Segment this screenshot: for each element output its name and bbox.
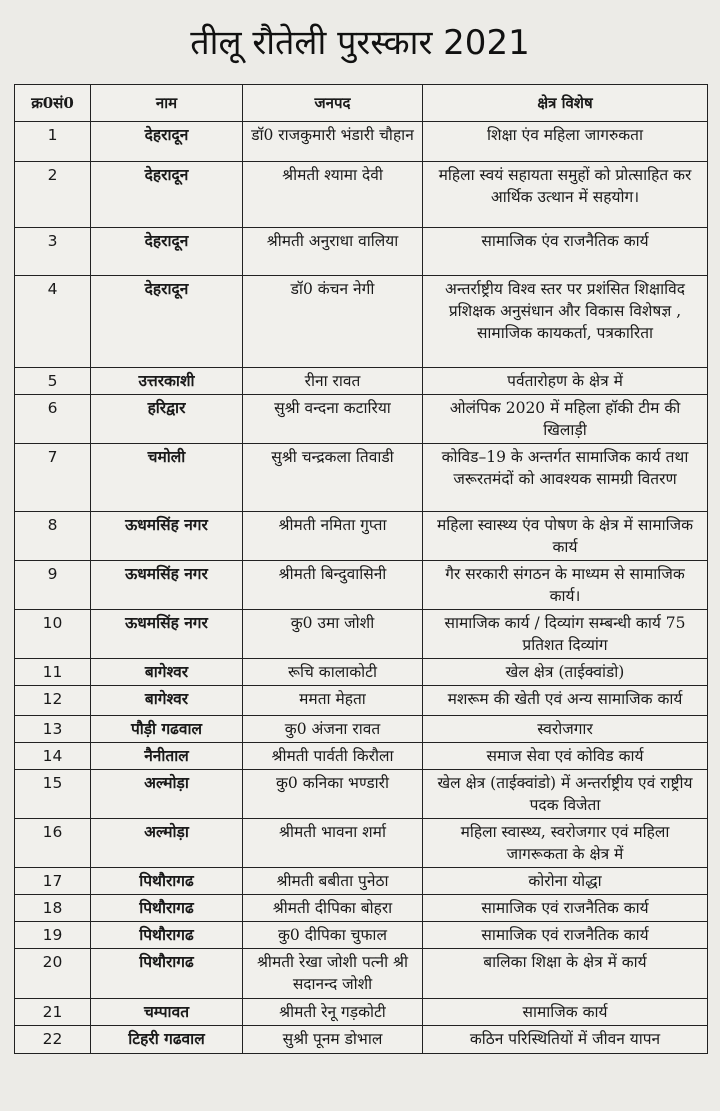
area-cell: मशरूम की खेती एवं अन्य सामाजिक कार्य (423, 686, 708, 716)
serial-number-cell: 19 (15, 922, 91, 949)
area-cell: समाज सेवा एवं कोविड कार्य (423, 743, 708, 770)
area-cell: स्वरोजगार (423, 716, 708, 743)
serial-number-cell: 12 (15, 686, 91, 716)
table-row (15, 512, 708, 561)
table-row (15, 716, 708, 743)
district-cell: अल्मोड़ा (91, 770, 243, 819)
serial-number-cell: 17 (15, 868, 91, 895)
district-cell: चमोली (91, 444, 243, 512)
district-cell: देहरादून (91, 276, 243, 368)
table-row (15, 122, 708, 162)
name-cell: श्रीमती रेखा जोशी पत्नी श्री सदानन्द जोशी (243, 949, 423, 999)
name-cell: श्रीमती अनुराधा वालिया (243, 228, 423, 276)
district-cell: पिथौरागढ (91, 895, 243, 922)
name-cell: रीना रावत (243, 368, 423, 395)
serial-number-cell: 16 (15, 819, 91, 868)
district-cell: पिथौरागढ (91, 922, 243, 949)
page-title: तीलू रौतेली पुरस्कार 2021 (190, 23, 530, 63)
serial-number-cell: 7 (15, 444, 91, 512)
serial-number-cell: 3 (15, 228, 91, 276)
area-cell: सामाजिक एंव राजनैतिक कार्य (423, 228, 708, 276)
area-cell: सामाजिक एवं राजनैतिक कार्य (423, 922, 708, 949)
district-cell: ऊधमसिंह नगर (91, 512, 243, 561)
name-cell: ममता मेहता (243, 686, 423, 716)
table-row (15, 561, 708, 610)
area-cell: बालिका शिक्षा के क्षेत्र में कार्य (423, 949, 708, 999)
area-cell: सामाजिक कार्य / दिव्यांग सम्बन्धी कार्य 75 प्रतिशत दिव्यांग (423, 610, 708, 659)
name-cell: सुश्री वन्दना कटारिया (243, 395, 423, 444)
serial-number-cell: 22 (15, 1026, 91, 1054)
name-cell: श्रीमती रेनू गड़कोटी (243, 999, 423, 1026)
serial-number-cell: 13 (15, 716, 91, 743)
district-cell: पिथौरागढ (91, 949, 243, 999)
name-cell: कु0 उमा जोशी (243, 610, 423, 659)
district-cell: पिथौरागढ (91, 868, 243, 895)
area-cell: पर्वतारोहण के क्षेत्र में (423, 368, 708, 395)
district-cell: उत्तरकाशी (91, 368, 243, 395)
area-cell: कठिन परिस्थितियों में जीवन यापन (423, 1026, 708, 1054)
serial-number-cell: 9 (15, 561, 91, 610)
district-cell: बागेश्वर (91, 686, 243, 716)
name-cell: रूचि कालाकोटी (243, 659, 423, 686)
serial-number-cell: 10 (15, 610, 91, 659)
table-row (15, 895, 708, 922)
district-cell: टिहरी गढवाल (91, 1026, 243, 1054)
serial-number-cell: 5 (15, 368, 91, 395)
name-cell: कु0 अंजना रावत (243, 716, 423, 743)
table-row (15, 444, 708, 512)
table-row (15, 1026, 708, 1054)
area-cell: ओलंपिक 2020 में महिला हॉकी टीम की खिलाड़ी (423, 395, 708, 444)
district-cell: चम्पावत (91, 999, 243, 1026)
district-cell: ऊधमसिंह नगर (91, 561, 243, 610)
table-row (15, 922, 708, 949)
name-cell: सुश्री चन्द्रकला तिवाडी (243, 444, 423, 512)
area-cell: शिक्षा एंव महिला जागरुकता (423, 122, 708, 162)
serial-number-cell: 20 (15, 949, 91, 999)
table-row (15, 949, 708, 999)
awards-table (14, 84, 708, 1054)
table-row (15, 868, 708, 895)
table-row (15, 659, 708, 686)
area-cell: खेल क्षेत्र (ताईक्वांडो) में अन्तर्राष्ट्रीय एवं राष्ट्रीय पदक विजेता (423, 770, 708, 819)
district-cell: नैनीताल (91, 743, 243, 770)
name-cell: डॉ0 कंचन नेगी (243, 276, 423, 368)
name-cell: कु0 कनिका भण्डारी (243, 770, 423, 819)
district-cell: अल्मोड़ा (91, 819, 243, 868)
area-cell: गैर सरकारी संगठन के माध्यम से सामाजिक कार्य। (423, 561, 708, 610)
district-cell: देहरादून (91, 122, 243, 162)
table-row (15, 770, 708, 819)
area-cell: सामाजिक कार्य (423, 999, 708, 1026)
header-area: क्षेत्र विशेष (423, 85, 708, 122)
district-cell: पौड़ी गढवाल (91, 716, 243, 743)
district-cell: बागेश्वर (91, 659, 243, 686)
serial-number-cell: 1 (15, 122, 91, 162)
header-name: जनपद (243, 85, 423, 122)
area-cell: महिला स्वास्थ्य एंव पोषण के क्षेत्र में सामाजिक कार्य (423, 512, 708, 561)
table-header-row (15, 85, 708, 122)
area-cell: कोरोना योद्धा (423, 868, 708, 895)
name-cell: डॉ0 राजकुमारी भंडारी चौहान (243, 122, 423, 162)
serial-number-cell: 21 (15, 999, 91, 1026)
name-cell: श्रीमती दीपिका बोहरा (243, 895, 423, 922)
area-cell: सामाजिक एवं राजनैतिक कार्य (423, 895, 708, 922)
name-cell: श्रीमती श्यामा देवी (243, 162, 423, 228)
name-cell: श्रीमती भावना शर्मा (243, 819, 423, 868)
serial-number-cell: 2 (15, 162, 91, 228)
name-cell: कु0 दीपिका चुफाल (243, 922, 423, 949)
area-cell: महिला स्वास्थ्य, स्वरोजगार एवं महिला जागरूकता के क्षेत्र में (423, 819, 708, 868)
district-cell: देहरादून (91, 228, 243, 276)
serial-number-cell: 15 (15, 770, 91, 819)
table-row (15, 743, 708, 770)
district-cell: हरिद्वार (91, 395, 243, 444)
name-cell: सुश्री पूनम डोभाल (243, 1026, 423, 1054)
area-cell: महिला स्वयं सहायता समुहों को प्रोत्साहित कर आर्थिक उत्थान में सहयोग। (423, 162, 708, 228)
district-cell: ऊधमसिंह नगर (91, 610, 243, 659)
table-row (15, 999, 708, 1026)
table-row (15, 276, 708, 368)
table-row (15, 686, 708, 716)
area-cell: खेल क्षेत्र (ताईक्वांडो) (423, 659, 708, 686)
table-row (15, 610, 708, 659)
header-serial-number: क्र0सं0 (15, 85, 91, 122)
serial-number-cell: 8 (15, 512, 91, 561)
serial-number-cell: 4 (15, 276, 91, 368)
name-cell: श्रीमती पार्वती किरौला (243, 743, 423, 770)
table-row (15, 819, 708, 868)
name-cell: श्रीमती नमिता गुप्ता (243, 512, 423, 561)
table-row (15, 162, 708, 228)
table-row (15, 395, 708, 444)
serial-number-cell: 11 (15, 659, 91, 686)
name-cell: श्रीमती बबीता पुनेठा (243, 868, 423, 895)
table-row (15, 368, 708, 395)
district-cell: देहरादून (91, 162, 243, 228)
table-body (15, 122, 708, 1054)
name-cell: श्रीमती बिन्दुवासिनी (243, 561, 423, 610)
serial-number-cell: 18 (15, 895, 91, 922)
serial-number-cell: 6 (15, 395, 91, 444)
area-cell: अन्तर्राष्ट्रीय विश्व स्तर पर प्रशंसित शिक्षाविद प्रशिक्षक अनुसंधान और विकास विशेषज्ञ , सामाजिक कायकर्ता, पत्रकारिता (423, 276, 708, 368)
area-cell: कोविड–19 के अन्तर्गत सामाजिक कार्य तथा जरूरतमंदों को आवश्यक सामग्री वितरण (423, 444, 708, 512)
serial-number-cell: 14 (15, 743, 91, 770)
table-row (15, 228, 708, 276)
header-district: नाम (91, 85, 243, 122)
